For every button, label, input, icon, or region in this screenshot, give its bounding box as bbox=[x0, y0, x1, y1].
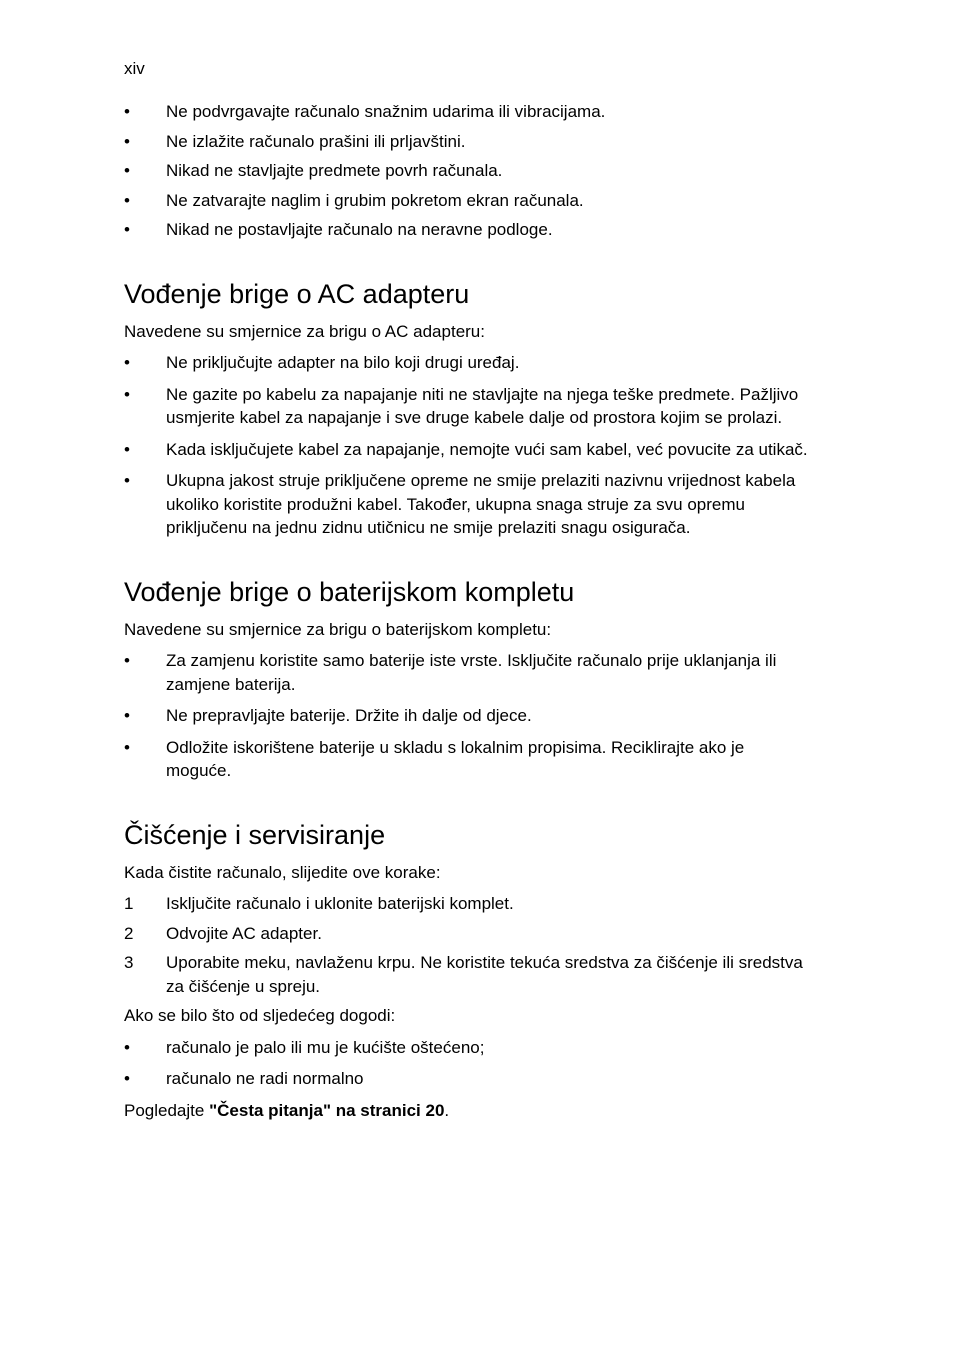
list-item-text: Ne prepravljajte baterije. Držite ih dalje od djece. bbox=[166, 706, 532, 725]
conditions-intro: Ako se bilo što od sljedećeg dogodi: bbox=[124, 1006, 396, 1025]
list-item-text: Ne podvrgavajte računalo snažnim udarima ili vibracijama. bbox=[166, 102, 606, 121]
list-item-text: Nikad ne postavljajte računalo na neravne podloge. bbox=[166, 220, 553, 239]
section-intro: Navedene su smjernice za brigu o baterijskom kompletu: bbox=[124, 619, 552, 639]
section-intro: Kada čistite računalo, slijedite ove korake: bbox=[124, 862, 441, 882]
list-item bbox=[124, 189, 814, 213]
reference-suffix: . bbox=[444, 1100, 450, 1120]
step-text: Isključite računalo i uklonite baterijski komplet. bbox=[166, 894, 514, 913]
bullet-icon: • bbox=[124, 706, 130, 725]
section-cleaning bbox=[124, 819, 814, 1123]
list-item-text: Nikad ne stavljajte predmete povrh računala. bbox=[166, 161, 503, 180]
list-item bbox=[124, 438, 814, 462]
step-number: 3 bbox=[124, 953, 134, 972]
reference-paragraph bbox=[124, 1099, 814, 1123]
list-item-text: Ne izlažite računalo prašini ili prljavštini. bbox=[166, 131, 466, 151]
list-item bbox=[124, 1067, 814, 1091]
section-heading: Čišćenje i servisiranje bbox=[124, 819, 386, 850]
step-number: 2 bbox=[124, 923, 134, 943]
bullet-icon: • bbox=[124, 161, 130, 180]
section-heading: Vođenje brige o baterijskom kompletu bbox=[124, 576, 575, 607]
list-item-text: Za zamjenu koristite samo baterije iste vrste. Isključite računalo prije uklanjanja ili zamjene baterija. bbox=[166, 651, 777, 694]
list-item-text: računalo ne radi normalno bbox=[166, 1069, 364, 1088]
reference-link[interactable]: "Česta pitanja" na stranici 20 bbox=[209, 1100, 445, 1120]
list-item bbox=[124, 351, 814, 375]
bullet-icon: • bbox=[124, 1037, 130, 1057]
section-battery bbox=[124, 576, 814, 783]
bullet-icon: • bbox=[124, 384, 130, 404]
list-item-text: Kada isključujete kabel za napajanje, nemojte vući sam kabel, već povucite za utikač. bbox=[166, 439, 808, 459]
page-number: xiv bbox=[124, 59, 145, 78]
list-item bbox=[124, 649, 814, 696]
list-item bbox=[124, 130, 814, 154]
list-item bbox=[124, 159, 814, 183]
section-ac-adapter bbox=[124, 278, 814, 540]
reference-prefix: Pogledajte bbox=[124, 1100, 210, 1120]
bullet-icon: • bbox=[124, 220, 130, 239]
list-item bbox=[124, 704, 814, 728]
bullet-icon: • bbox=[124, 102, 130, 121]
step-item bbox=[124, 922, 814, 946]
list-item bbox=[124, 469, 814, 540]
bullet-icon: • bbox=[124, 1069, 130, 1088]
list-item-text: Ne gazite po kabelu za napajanje niti ne stavljajte na njega teške predmete. Pažljivo usmjerite kabel za napajanje i sve druge kabele dalje od prostora kojim se prolazi. bbox=[166, 384, 799, 427]
list-item bbox=[124, 100, 814, 124]
list-item bbox=[124, 218, 814, 242]
battery-bullet-list bbox=[124, 649, 814, 783]
list-item-text: Odložite iskorištene baterije u skladu s lokalnim propisima. Reciklirajte ako je moguće. bbox=[166, 737, 745, 780]
ac-bullet-list bbox=[124, 351, 814, 540]
list-item bbox=[124, 736, 814, 783]
section-intro: Navedene su smjernice za brigu o AC adapteru: bbox=[124, 321, 485, 341]
bullet-icon: • bbox=[124, 471, 130, 490]
bullet-icon: • bbox=[124, 737, 130, 757]
bullet-icon: • bbox=[124, 353, 130, 372]
list-item-text: računalo je palo ili mu je kućište oštećeno; bbox=[166, 1037, 485, 1057]
list-item-text: Ukupna jakost struje priključene opreme ne smije prelaziti nazivnu vrijednost kabela ukoliko koristite produžni kabel. Također, ukupna snaga struje za svu opremu priključenu na jednu zidnu utičnicu ne smije prelaziti snagu osigurača. bbox=[166, 471, 796, 537]
cleaning-steps-list bbox=[124, 892, 814, 998]
step-item bbox=[124, 951, 814, 998]
bullet-icon: • bbox=[124, 131, 130, 151]
list-item-text: Ne priključujte adapter na bilo koji drugi uređaj. bbox=[166, 353, 520, 372]
page-content bbox=[124, 100, 814, 1130]
step-text: Uporabite meku, navlaženu krpu. Ne koristite tekuća sredstva za čišćenje ili sredstva za čišćenje u spreju. bbox=[166, 953, 803, 996]
step-item bbox=[124, 892, 814, 916]
conditions-bullet-list bbox=[124, 1036, 814, 1091]
section-heading: Vođenje brige o AC adapteru bbox=[124, 278, 470, 309]
step-text: Odvojite AC adapter. bbox=[166, 923, 322, 943]
step-number: 1 bbox=[124, 894, 134, 913]
bullet-icon: • bbox=[124, 651, 130, 670]
intro-bullet-list bbox=[124, 100, 814, 242]
bullet-icon: • bbox=[124, 439, 130, 459]
list-item-text: Ne zatvarajte naglim i grubim pokretom ekran računala. bbox=[166, 190, 584, 210]
list-item bbox=[124, 383, 814, 430]
list-item bbox=[124, 1036, 814, 1060]
bullet-icon: • bbox=[124, 190, 130, 210]
